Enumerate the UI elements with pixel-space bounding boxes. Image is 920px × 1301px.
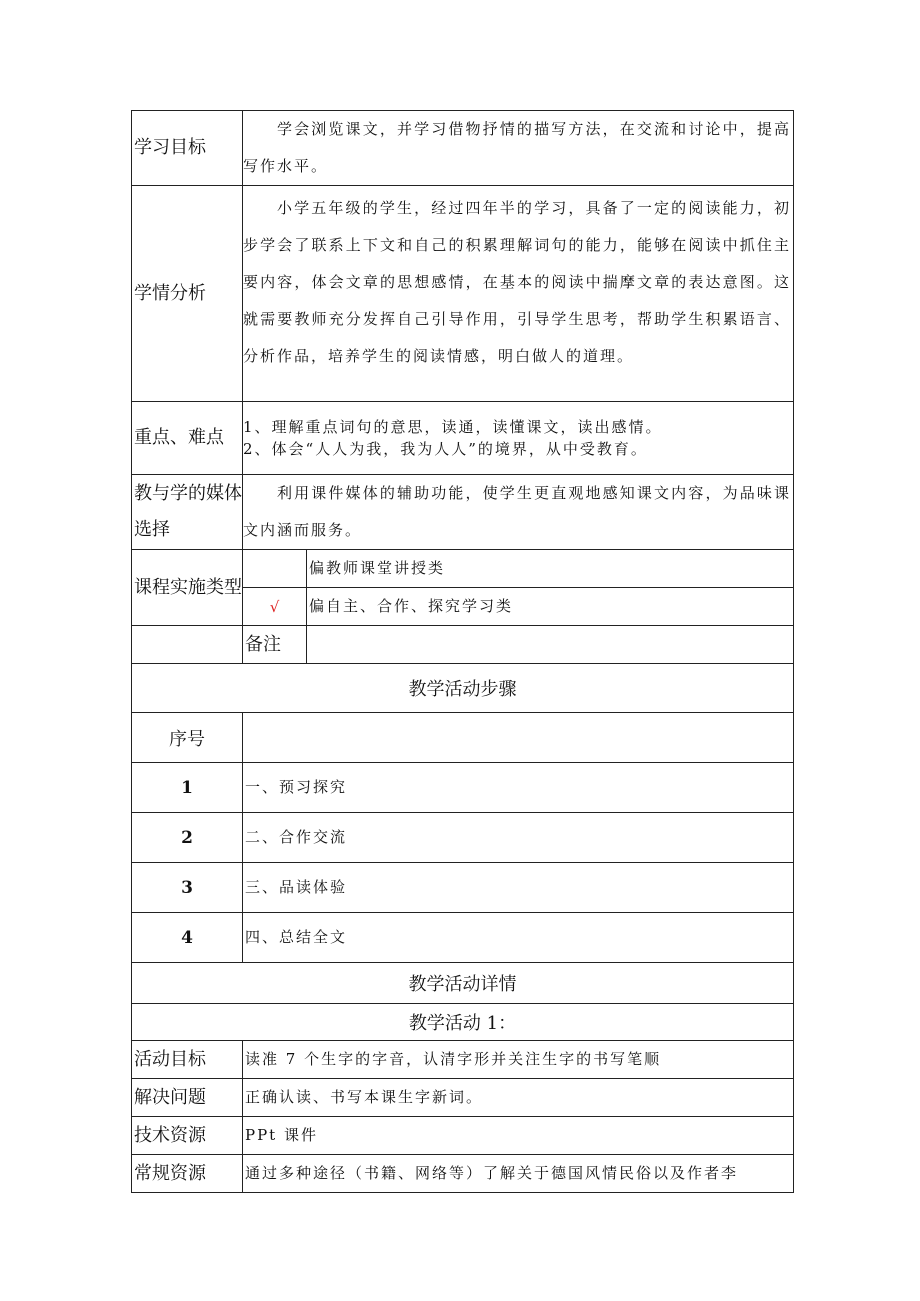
remark-row bbox=[132, 626, 794, 664]
remark-label: 备注 bbox=[243, 626, 307, 664]
option1-mark bbox=[243, 550, 307, 588]
detail-label: 解决问题 bbox=[132, 1079, 243, 1117]
steps-header-row bbox=[132, 713, 794, 763]
step-text: 二、合作交流 bbox=[243, 813, 794, 863]
step-text: 三、品读体验 bbox=[243, 863, 794, 913]
remark-value bbox=[307, 626, 794, 664]
detail-row bbox=[132, 1041, 794, 1079]
key-point-2: 2、体会“人人为我，我为人人”的境界，从中受教育。 bbox=[243, 440, 648, 458]
activity-title-row bbox=[132, 1004, 794, 1041]
detail-text: 读准 7 个生字的字音，认清字形并关注生字的书写笔顺 bbox=[243, 1041, 794, 1079]
analysis-row bbox=[132, 186, 794, 402]
details-title-row bbox=[132, 963, 794, 1004]
option2-check-mark: √ bbox=[243, 588, 307, 626]
steps-header-no: 序号 bbox=[132, 713, 243, 763]
option1-text: 偏教师课堂讲授类 bbox=[307, 550, 794, 588]
detail-label: 活动目标 bbox=[132, 1041, 243, 1079]
detail-text: 正确认读、书写本课生字新词。 bbox=[243, 1079, 794, 1117]
key-points-label: 重点、难点 bbox=[132, 402, 243, 475]
key-point-1: 1、理解重点词句的意思，读通，读懂课文，读出感情。 bbox=[243, 418, 663, 436]
step-text: 四、总结全文 bbox=[243, 913, 794, 963]
steps-title-row bbox=[132, 664, 794, 713]
option2-text: 偏自主、合作、探究学习类 bbox=[307, 588, 794, 626]
detail-text: 通过多种途径（书籍、网络等）了解关于德国风情民俗以及作者李 bbox=[243, 1155, 794, 1193]
detail-row bbox=[132, 1155, 794, 1193]
media-text: 利用课件媒体的辅助功能，使学生更直观地感知课文内容，为品味课文内涵而服务。 bbox=[243, 475, 794, 550]
goal-text: 学会浏览课文，并学习借物抒情的描写方法，在交流和讨论中，提高写作水平。 bbox=[243, 111, 794, 186]
goal-label: 学习目标 bbox=[132, 111, 243, 186]
detail-row bbox=[132, 1117, 794, 1155]
detail-label: 技术资源 bbox=[132, 1117, 243, 1155]
step-text: 一、预习探究 bbox=[243, 763, 794, 813]
detail-row bbox=[132, 1079, 794, 1117]
step-row bbox=[132, 913, 794, 963]
activity-title: 教学活动 1： bbox=[132, 1004, 794, 1041]
step-row bbox=[132, 763, 794, 813]
course-type-row-1 bbox=[132, 550, 794, 588]
step-row bbox=[132, 863, 794, 913]
course-type-label: 课程实施类型 bbox=[132, 550, 243, 626]
goal-row bbox=[132, 111, 794, 186]
key-points-content bbox=[243, 402, 794, 475]
key-points-row bbox=[132, 402, 794, 475]
step-number: 2 bbox=[132, 813, 243, 863]
blank-cell bbox=[132, 626, 243, 664]
step-number: 4 bbox=[132, 913, 243, 963]
step-number: 3 bbox=[132, 863, 243, 913]
detail-label: 常规资源 bbox=[132, 1155, 243, 1193]
media-label: 教与学的媒体选择 bbox=[132, 475, 243, 550]
details-title: 教学活动详情 bbox=[132, 963, 794, 1004]
lesson-plan-table bbox=[131, 110, 794, 1193]
detail-text: PPt 课件 bbox=[243, 1117, 794, 1155]
media-row bbox=[132, 475, 794, 550]
step-number: 1 bbox=[132, 763, 243, 813]
analysis-label: 学情分析 bbox=[132, 186, 243, 402]
step-row bbox=[132, 813, 794, 863]
steps-title: 教学活动步骤 bbox=[132, 664, 794, 713]
steps-header-content bbox=[243, 713, 794, 763]
analysis-text: 小学五年级的学生，经过四年半的学习，具备了一定的阅读能力，初步学会了联系上下文和自己的积累理解词句的能力，能够在阅读中抓住主要内容，体会文章的思想感情，在基本的阅读中揣摩文章的表达意图。这就需要教师充分发挥自己引导作用，引导学生思考，帮助学生积累语言、分析作品，培养学生的阅读情感，明白做人的道理。 bbox=[243, 186, 794, 402]
